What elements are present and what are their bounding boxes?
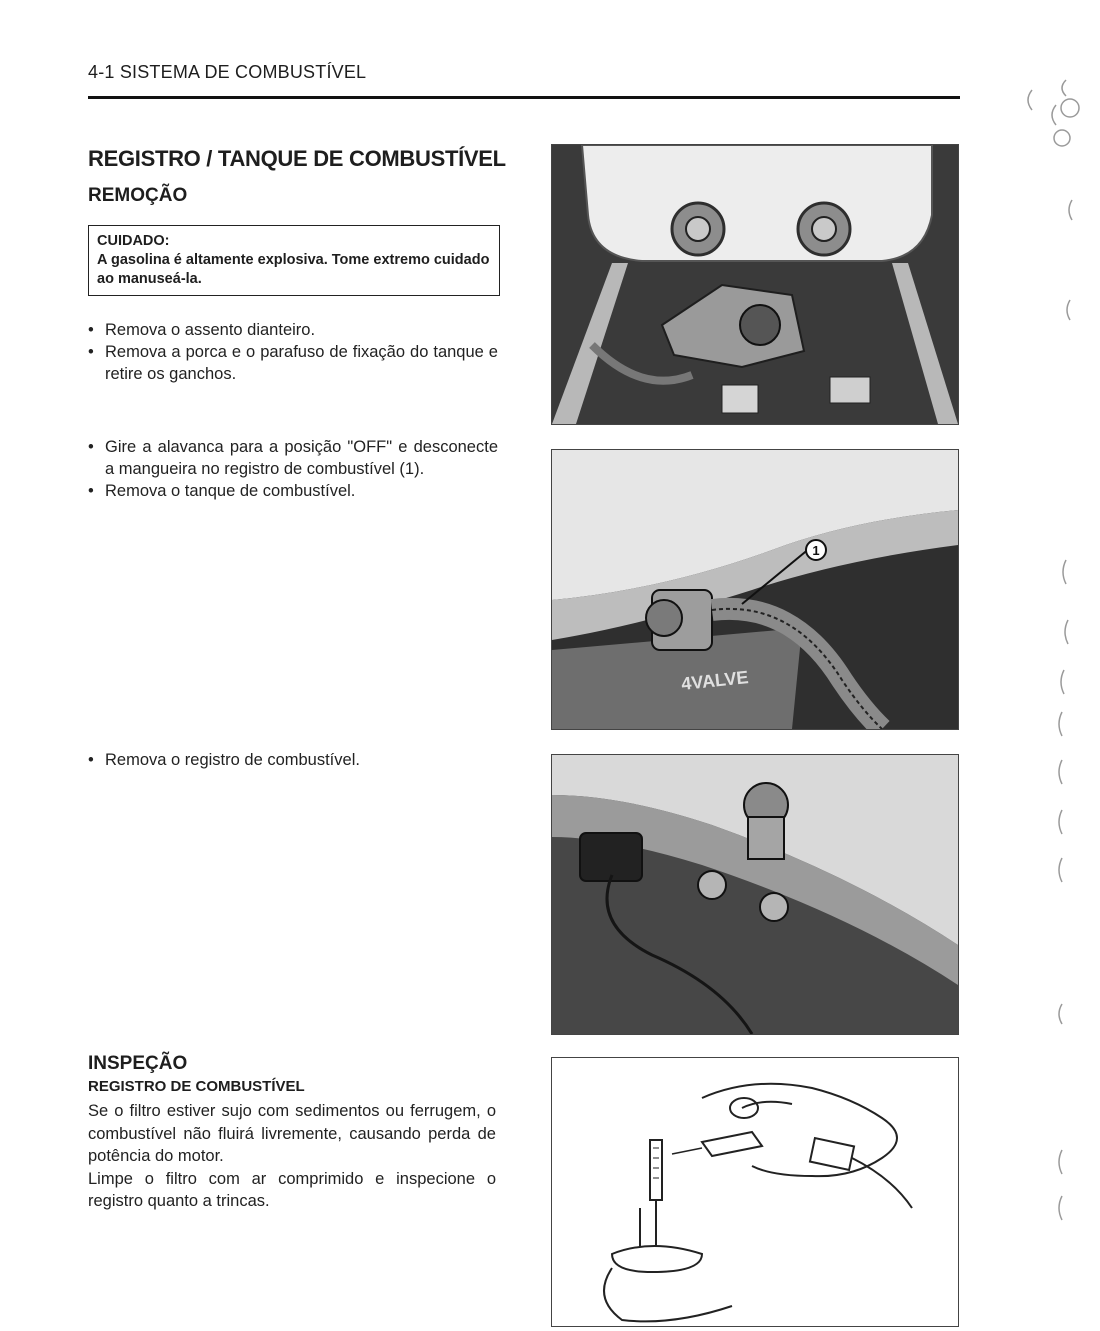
caution-box	[88, 225, 500, 296]
page-header: 4-1 SISTEMA DE COMBUSTÍVEL	[88, 62, 367, 82]
step-list-1	[88, 319, 498, 385]
callout-1: 1	[812, 543, 820, 558]
illustration-filter-cleaning	[551, 1057, 959, 1327]
step-item: • Remova o tanque de combustível.	[88, 480, 498, 502]
section-subtitle: REMOÇÃO	[88, 185, 188, 206]
caution-text: A gasolina é altamente explosiva. Tome extremo cuidado ao manuseá-la.	[97, 252, 490, 287]
step-list-3	[88, 749, 498, 771]
step-item: • Remova o registro de combustível.	[88, 749, 498, 771]
photo-fuel-valve-hose	[551, 449, 959, 730]
binder-edge-marks	[1022, 0, 1092, 1331]
section-title: REGISTRO / TANQUE DE COMBUSTÍVEL	[88, 146, 506, 171]
inspection-paragraph: Limpe o filtro com ar comprimido e inspecione o registro quanto a trincas.	[88, 1169, 496, 1210]
inspection-title: INSPEÇÃO	[88, 1053, 188, 1074]
valve-cover-text: 4VALVE	[680, 667, 750, 694]
caution-label: CUIDADO:	[97, 233, 170, 249]
inspection-subtitle: REGISTRO DE COMBUSTÍVEL	[88, 1078, 305, 1095]
step-item: • Gire a alavanca para a posição "OFF" e desconecte a mangueira no registro de combustível (1).	[88, 436, 498, 480]
step-item: • Remova o assento dianteiro.	[88, 319, 498, 341]
photo-tank-mount	[551, 144, 959, 425]
photo-valve-on-tank	[551, 754, 959, 1035]
step-list-2	[88, 436, 498, 502]
header-rule	[88, 96, 960, 99]
step-item: • Remova a porca e o parafuso de fixação do tanque e retire os ganchos.	[88, 341, 498, 385]
inspection-paragraph: Se o filtro estiver sujo com sedimentos ou ferrugem, o combustível não fluirá livremente, causando perda de potência do motor.	[88, 1102, 496, 1165]
inspection-text	[88, 1100, 496, 1213]
